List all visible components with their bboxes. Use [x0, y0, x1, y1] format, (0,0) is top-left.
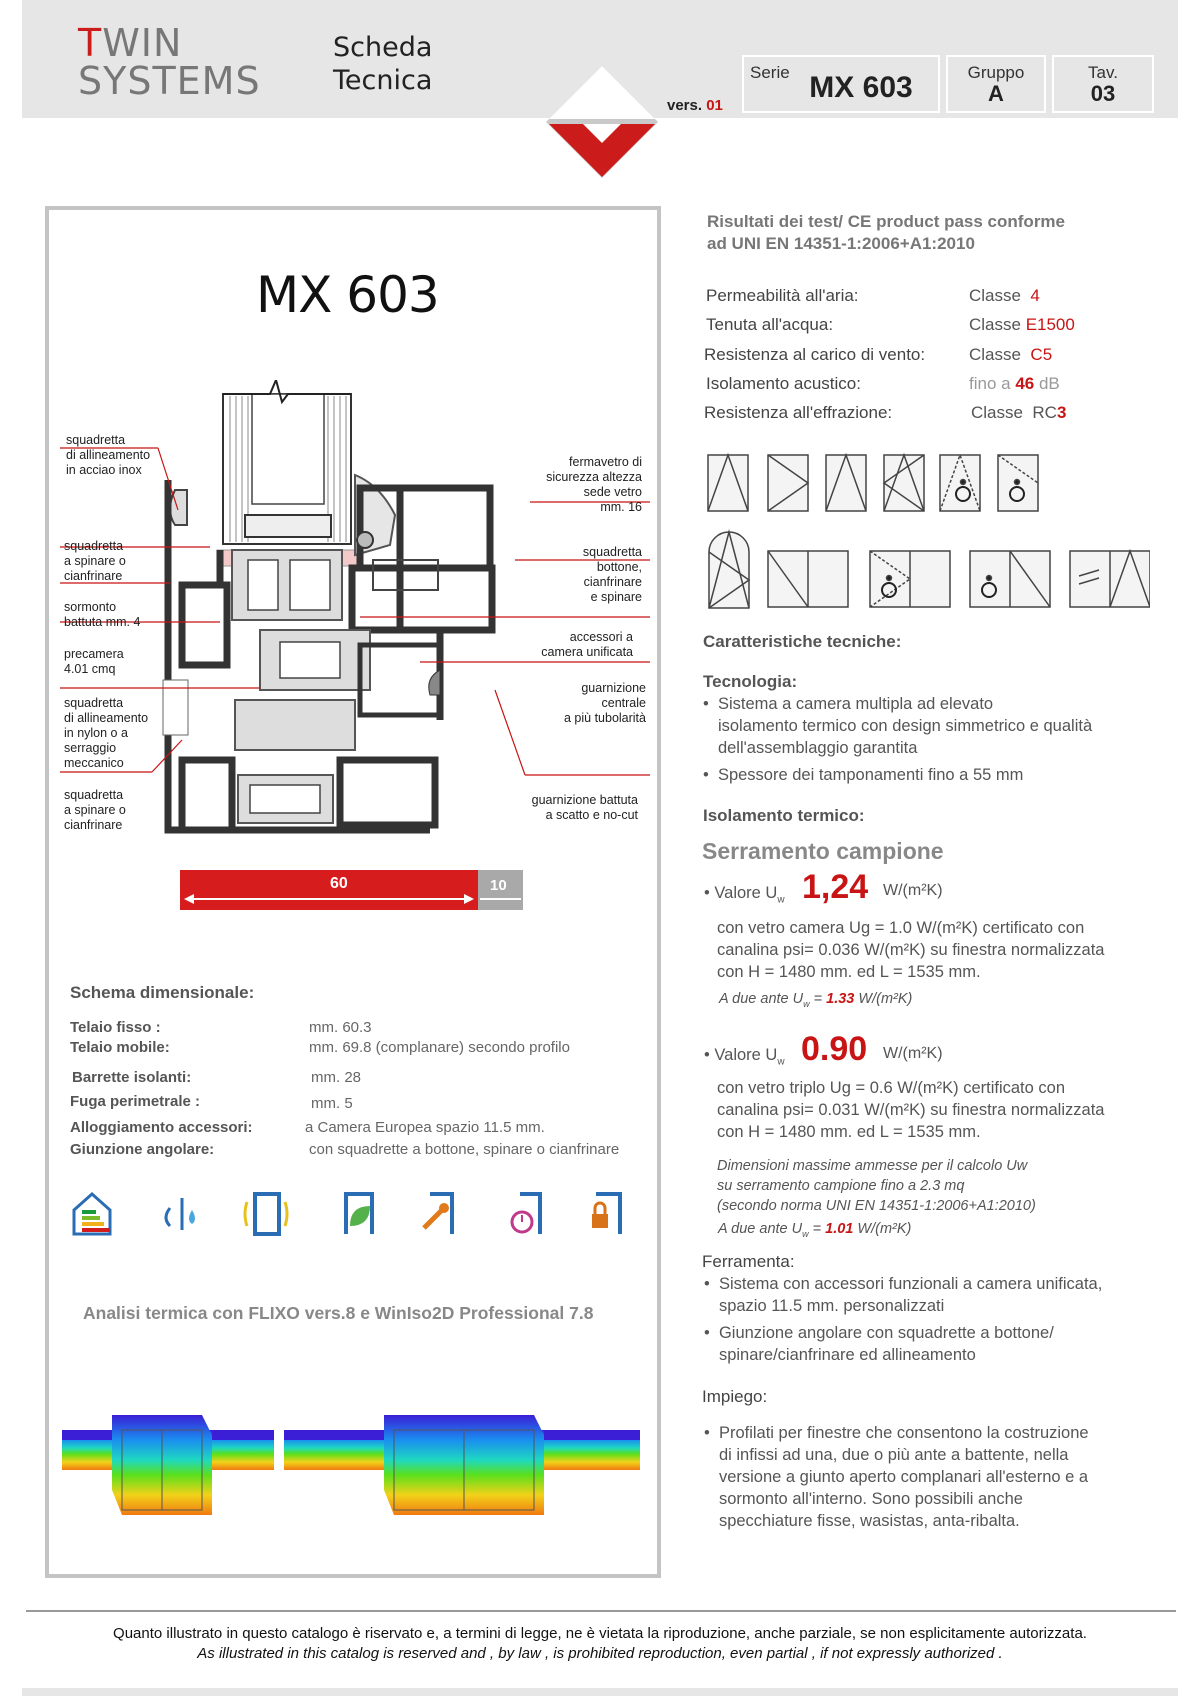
uw-value-2: 0.90: [801, 1030, 868, 1068]
eco-leaf-icon: [346, 1194, 372, 1234]
uw-unit-2: W/(m²K): [883, 1045, 943, 1062]
analysis-caption: Analisi termica con FLIXO vers.8 e WinIso2D Professional 7.8: [83, 1303, 594, 1323]
footer-bar: [22, 1688, 1178, 1696]
test-value-vento: Classe C5: [969, 345, 1053, 364]
footer-it: Quanto illustrato in questo catalogo è riservato e, a termini di legge, ne è vietata la riproduzione, anche parziale, se non esplicitamente autorizzata.: [113, 1625, 1087, 1642]
schema-val-alloggiamento: a Camera Europea spazio 11.5 mm.: [305, 1119, 545, 1136]
due-ante-2: A due ante $U_w = 1.01$ W/(m²K): [718, 1221, 912, 1239]
version: vers. 01: [667, 97, 723, 114]
label-guarnizione-centrale: guarnizione centrale a più tubolarità: [563, 681, 646, 725]
opening-types-grid: [705, 452, 1150, 612]
test-label-aria: Permeabilità all'aria:: [706, 286, 859, 305]
dimension-60: 60: [330, 875, 348, 892]
uw-desc-1: con vetro camera Ug = 1.0 W/(m²K) certificato con canalina psi= 0.036 W/(m²K) su finestra normalizzata con H = 1480 mm. ed L = 1535 mm.: [717, 919, 1105, 981]
brand-logo: TWIN SYSTEMS: [78, 21, 261, 103]
double-casement-icon: [768, 551, 848, 607]
brand-diamond-icon: [543, 64, 661, 190]
test-value-acustico: fino a 46 dB: [969, 374, 1060, 393]
label-guarnizione-battuta: guarnizione battuta a scatto e no-cut: [531, 793, 638, 822]
profile-title: MX 603: [256, 266, 439, 324]
ferramenta-title: Ferramenta:: [702, 1252, 795, 1271]
accessible-double-icon: [870, 551, 950, 607]
schema-key-fuga: Fuga perimetrale :: [70, 1093, 201, 1110]
water-air-icon: [166, 1198, 195, 1230]
impiego-title: Impiego:: [702, 1387, 768, 1406]
label-squadretta-nylon: squadretta di allineamento in nylon o a serraggio meccanico: [64, 696, 149, 770]
ferramenta-bullet-1: • Sistema con accessori funzionali a camera unificata, spazio 11.5 mm. personalizzati: [704, 1275, 1103, 1315]
tecnologia-title: Tecnologia:: [703, 672, 798, 691]
tilt-turn-icon: [884, 455, 924, 511]
test-value-acqua: Classe E1500: [969, 315, 1075, 334]
isolamento-title: Isolamento termico:: [703, 806, 865, 825]
label-squadretta-spinare-2: squadretta a spinare o cianfrinare: [64, 788, 126, 832]
schema-key-alloggiamento: Alloggiamento accessori:: [70, 1119, 253, 1136]
thermal-image-double: [284, 1415, 640, 1515]
sound-insulation-icon: [245, 1194, 287, 1234]
schema-val-fuga: mm. 5: [311, 1095, 353, 1112]
schema-title: Schema dimensionale:: [70, 983, 255, 1002]
test-label-effrazione: Resistenza all'effrazione:: [704, 403, 893, 422]
uw-desc-2: con vetro triplo Ug = 0.6 W/(m²K) certificato con canalina psi= 0.031 W/(m²K) su finestra normalizzata con H = 1480 mm. ed L = 1535 mm.: [717, 1079, 1105, 1141]
footer-divider: [26, 1610, 1176, 1612]
caratteristiche-title: Caratteristiche tecniche:: [703, 632, 902, 651]
test-label-acqua: Tenuta all'acqua:: [706, 315, 834, 334]
security-lock-icon: [592, 1194, 620, 1234]
schema-key-telaio-mobile: Telaio mobile:: [70, 1039, 170, 1056]
ferramenta-bullet-2: • Giunzione angolare con squadrette a bottone/ spinare/cianfrinare ed allineamento: [704, 1324, 1054, 1364]
label-squadretta-inox: squadretta di allineamento in acciao inox: [66, 433, 151, 477]
sliding-window-icon: [1070, 551, 1150, 607]
schema-val-barrette: mm. 28: [311, 1069, 362, 1086]
energy-class-icon: [74, 1194, 110, 1234]
doc-type: Scheda Tecnica: [333, 32, 433, 96]
test-label-acustico: Isolamento acustico:: [706, 374, 861, 393]
due-ante-1: A due ante $U_w = 1.33$ W/(m²K): [719, 991, 913, 1009]
serramento-title: Serramento campione: [702, 838, 944, 864]
dimension-10: 10: [490, 877, 507, 894]
thermal-analysis-images: [62, 1410, 642, 1530]
uw-value-2-row: • Valore $U_w$: [704, 1046, 785, 1068]
dimension-note: Dimensioni massime ammesse per il calcolo Uw su serramento campione fino a 2.3 mq (secondo norma UNI EN 14351-1:2006+A1:2010): [717, 1158, 1036, 1214]
durability-timer-icon: [512, 1194, 540, 1234]
label-sormonto: sormonto battuta mm. 4: [64, 600, 141, 629]
label-precamera: precamera 4.01 cmq: [64, 647, 124, 676]
label-squadretta-bottone: squadretta bottone, cianfrinare e spinare: [582, 545, 642, 604]
accessible-window-icon: [940, 455, 980, 511]
tech-bullet-1: • Sistema a camera multipla ad elevato isolamento termico con design simmetrico e qualità dell'assemblaggio garantita: [703, 695, 1093, 757]
tests-heading: Risultati dei test/ CE product pass conforme ad UNI EN 14351-1:2006+A1:2010: [707, 212, 1066, 253]
uw-value-1-row: • Valore $U_w$: [704, 884, 785, 906]
tools-icon: [424, 1194, 452, 1234]
footer-en: As illustrated in this catalog is reserved and , by law , is prohibited reproduction, even partial , if not expressly authorized .: [197, 1645, 1003, 1662]
schema-val-giunzione: con squadrette a bottone, spinare o cianfrinare: [309, 1141, 620, 1158]
tav-box: Tav. 03: [1052, 55, 1154, 113]
accessible-double-tilt-icon: [970, 551, 1050, 607]
schema-key-telaio-fisso: Telaio fisso :: [70, 1019, 161, 1036]
schema-key-barrette: Barrette isolanti:: [72, 1069, 192, 1086]
dimension-bar: [178, 868, 528, 912]
arched-window-icon: [709, 532, 749, 608]
accessible-tilt-icon: [998, 455, 1038, 511]
gruppo-box: Gruppo A: [946, 55, 1046, 113]
test-label-vento: Resistenza al carico di vento:: [704, 345, 926, 364]
feature-icons-row: [70, 1188, 630, 1238]
schema-val-telaio-fisso: mm. 60.3: [309, 1019, 372, 1036]
label-fermavetro: fermavetro di sicurezza altezza sede vetro mm. 16: [546, 455, 642, 514]
label-accessori: accessori a camera unificata: [541, 630, 633, 659]
schema-key-giunzione: Giunzione angolare:: [70, 1141, 215, 1158]
uw-unit-1: W/(m²K): [883, 882, 943, 899]
side-hung-icon: [768, 455, 808, 511]
label-squadretta-spinare-1: squadretta a spinare o cianfrinare: [64, 539, 126, 583]
top-hung-icon: [826, 455, 866, 511]
impiego-text: • Profilati per finestre che consentono la costruzione di infissi ad una, due o più ante a battente, nella versione a giunto aperto complanari all'esterno e a sormonto all'interno. Sono possibili anche specchiature fisse, wasistas, anta-ribalta.: [704, 1424, 1089, 1530]
fixed-window-icon: [708, 455, 748, 511]
serie-box: Serie MX 603: [742, 55, 940, 113]
uw-value-1: 1,24: [802, 868, 869, 906]
test-value-effrazione: Classe RC3: [971, 403, 1067, 422]
test-value-aria: Classe 4: [969, 286, 1040, 305]
tech-bullet-2: • Spessore dei tamponamenti fino a 55 mm: [703, 766, 1024, 784]
thermal-image-single: [62, 1415, 274, 1515]
schema-val-telaio-mobile: mm. 69.8 (complanare) secondo profilo: [309, 1039, 570, 1056]
